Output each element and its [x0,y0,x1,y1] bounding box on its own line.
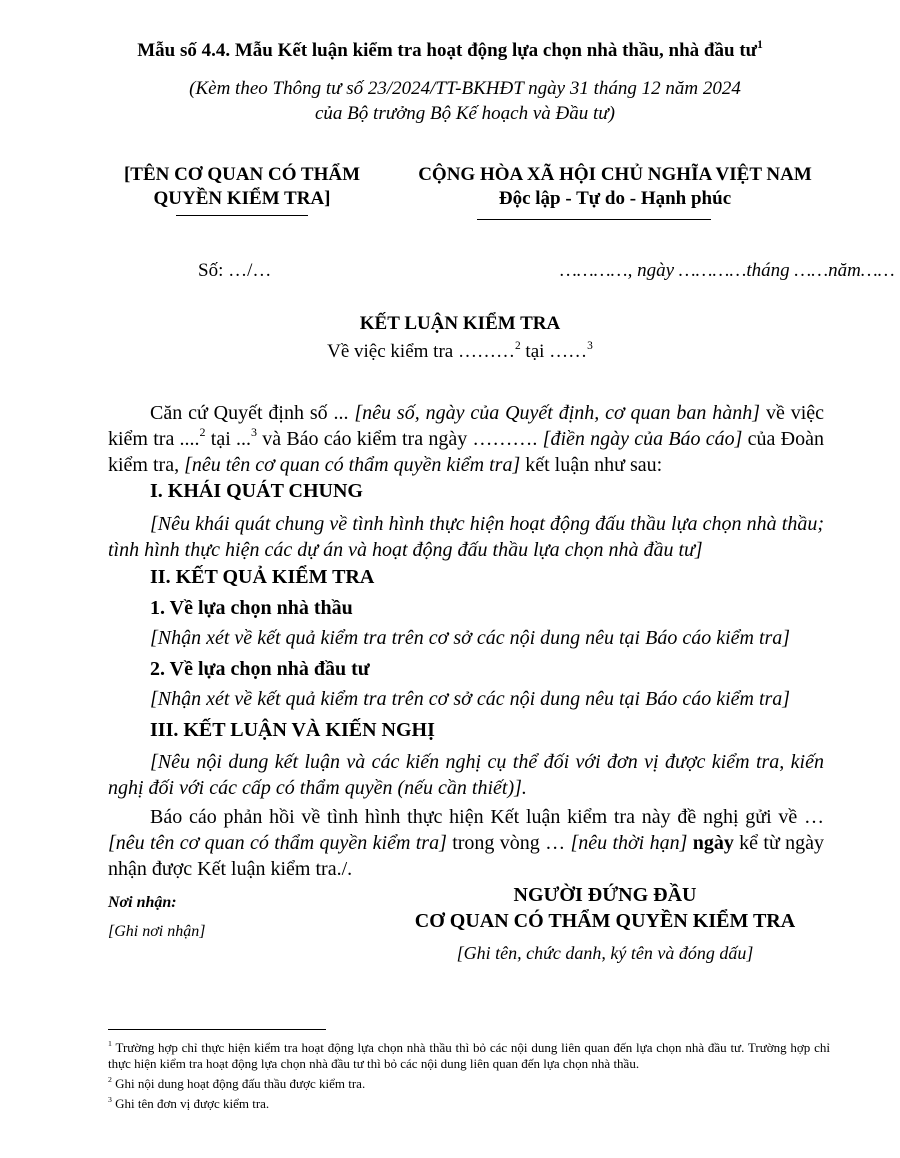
intro-paragraph: Căn cứ Quyết định số ... [nêu số, ngày của Quyết định, cơ quan ban hành] về việc kiểm tra ....$^2$ tại ...$^3$ và Báo cáo kiểm tra ngày ………. [điền ngày của Báo cáo] của Đoàn kiểm tra, [nêu tên cơ quan có thẩm quyền kiểm tra] kết luận như sau: [108,402,825,476]
subtitle-line-1: (Kèm theo Thông tư số 23/2024/TT-BKHĐT ngày 31 tháng 12 năm 2024 [189,78,741,99]
section-3-heading: III. KẾT LUẬN VÀ KIẾN NGHỊ [150,719,435,741]
national-title: CỘNG HÒA XÃ HỘI CHỦ NGHĨA VIỆT NAM [418,164,812,185]
form-title-text: Mẫu số 4.4. Mẫu Kết luận kiểm tra hoạt động lựa chọn nhà thầu, nhà đầu tư [137,40,758,61]
form-subtitle [0,76,900,126]
agency-line-2: QUYỀN KIỂM TRA] [153,188,331,209]
agency-underline [176,215,308,216]
footnote-2: $^2$ Ghi nội dung hoạt động đấu thầu được kiểm tra. [108,1074,366,1091]
section-2-1-heading: 1. Về lựa chọn nhà thầu [150,597,353,619]
document-number: Số: …/… [198,260,272,281]
footnote-ref-1: 1 [757,38,763,51]
form-title [0,40,900,62]
signature-title-1: NGƯỜI ĐỨNG ĐẦU [513,884,697,906]
footnote-separator [108,1029,326,1030]
section-2-2-heading: 2. Về lựa chọn nhà đầu tư [150,658,370,680]
footnotes [108,1040,830,1112]
national-header [390,163,840,211]
signature-title-2: CƠ QUAN CÓ THẨM QUYỀN KIỂM TRA [414,910,796,932]
report-paragraph: Báo cáo phản hồi về tình hình thực hiện Kết luận kiểm tra này đề nghị gửi về … [nêu tên cơ quan có thẩm quyền kiểm tra] trong vòng … [nêu thời hạn] ngày kể từ ngày nhận được Kết luận kiểm tra./. [108,806,825,880]
section-1-text: [Nêu khái quát chung về tình hình thực hiện hoạt động đấu thầu lựa chọn nhà thầu; tình hình thực hiện các dự án và hoạt động đấu thầu lựa chọn nhà đầu tư] [108,513,824,561]
footnote-1: $^1$ Trường hợp chỉ thực hiện kiểm tra hoạt động lựa chọn nhà thầu thì bỏ các nội dung liên quan đến lựa chọn nhà đầu tư. Trường hợp chỉ thực hiện kiểm tra hoạt động lựa chọn nhà đầu tư thì bỏ các nội dung liên quan đến lựa chọn nhà thầu. [108,1038,830,1071]
recipients-value: [Ghi nơi nhận] [108,923,206,940]
agency-line-1: [TÊN CƠ QUAN CÓ THẨM [123,164,361,185]
national-motto: Độc lập - Tự do - Hạnh phúc [498,188,732,209]
footnote-ref-3: 3 [587,339,593,352]
document-title: KẾT LUẬN KIỂM TRA [359,313,561,334]
section-2-heading: II. KẾT QUẢ KIỂM TRA [150,566,375,588]
issuing-agency [108,163,376,211]
document-date: …………, ngày …………tháng ……năm…… [560,260,895,281]
section-2-1-text: [Nhận xét về kết quả kiểm tra trên cơ sở các nội dung nêu tại Báo cáo kiểm tra] [150,627,791,649]
motto-underline [477,219,711,220]
section-3-text: [Nêu nội dung kết luận và các kiến nghị cụ thể đối với đơn vị được kiểm tra, kiến nghị đối với các cấp có thẩm quyền (nếu cần thiết)]. [108,751,824,799]
footnote-3: $^3$ Ghi tên đơn vị được kiểm tra. [108,1094,270,1111]
section-2-2-text: [Nhận xét về kết quả kiểm tra trên cơ sở các nội dung nêu tại Báo cáo kiểm tra] [150,688,791,710]
footnote-ref-2: 2 [514,339,521,352]
subtitle-line-2: của Bộ trưởng Bộ Kế hoạch và Đầu tư) [315,103,615,124]
section-1-heading: I. KHÁI QUÁT CHUNG [150,480,363,502]
document-subject: Về việc kiểm tra ………$^2$ tại ……$^3$ [327,339,593,362]
signature-block [380,882,830,966]
recipients-label: Nơi nhận: [108,894,177,911]
signature-note: [Ghi tên, chức danh, ký tên và đóng dấu] [456,943,754,963]
